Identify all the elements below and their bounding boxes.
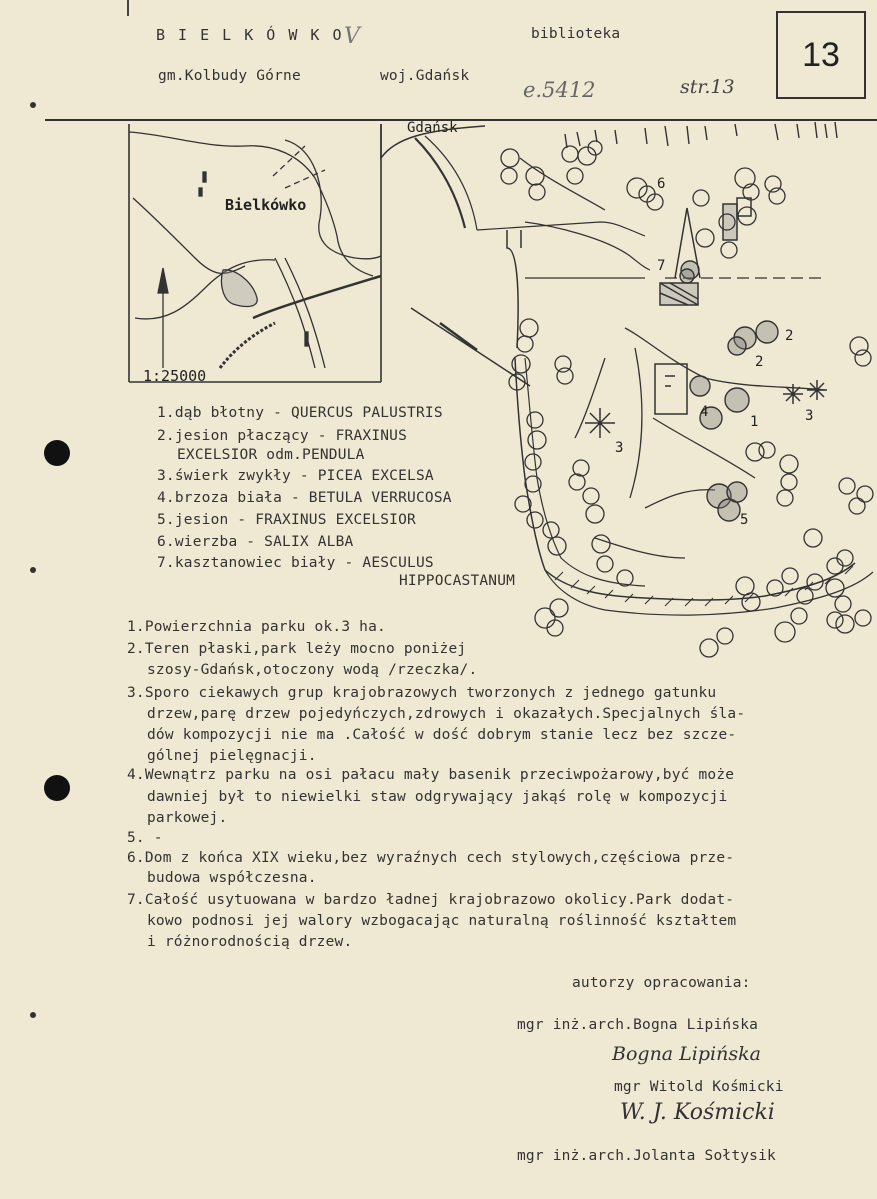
tree-circle bbox=[555, 356, 571, 372]
tree-circle bbox=[791, 608, 807, 624]
legend-line: 6.wierzba - SALIX ALBA bbox=[157, 534, 354, 550]
tree-marker: 6 bbox=[657, 176, 666, 192]
signature-2: W. J. Kośmicki bbox=[620, 1100, 775, 1125]
tree-circle bbox=[586, 505, 604, 523]
tree-circle bbox=[837, 550, 853, 566]
note-line: 4.Wewnątrz parku na osi pałacu mały basenik przeciwpożarowy,być może bbox=[127, 767, 735, 783]
note-line: parkowej. bbox=[147, 810, 228, 826]
place-check-mark: V bbox=[344, 24, 360, 49]
tree-circle bbox=[857, 486, 873, 502]
punch-hole-bottom bbox=[44, 775, 70, 801]
legend-line: 3.świerk zwykły - PICEA EXCELSA bbox=[157, 468, 434, 484]
tree-marker: 1 bbox=[750, 414, 759, 430]
tree-circle bbox=[517, 336, 533, 352]
tree-circle bbox=[836, 615, 854, 633]
tree-circle bbox=[578, 147, 596, 165]
author-name: mgr inż.arch.Bogna Lipińska bbox=[517, 1017, 759, 1033]
gmina-label: gm.Kolbudy Górne bbox=[158, 68, 301, 84]
tree-circle bbox=[597, 556, 613, 572]
tree-circle bbox=[617, 570, 633, 586]
tree-circle bbox=[501, 149, 519, 167]
inset-place-label: Bielkówko bbox=[225, 196, 307, 214]
legend-line: EXCELSIOR odm.PENDULA bbox=[177, 447, 365, 463]
tree-circle bbox=[781, 474, 797, 490]
tree-circle bbox=[525, 454, 541, 470]
note-line: budowa współczesna. bbox=[147, 870, 317, 886]
category-label: biblioteka bbox=[531, 26, 621, 42]
page-number-box: 13 bbox=[776, 11, 866, 99]
tree-circle bbox=[528, 431, 546, 449]
tree-circle bbox=[527, 412, 543, 428]
tree-circle bbox=[592, 535, 610, 553]
tree-circle bbox=[693, 190, 709, 206]
tree-circle bbox=[535, 608, 555, 628]
authors-heading: autorzy opracowania: bbox=[572, 975, 751, 991]
tree-circle bbox=[827, 612, 843, 628]
tree-circle bbox=[780, 455, 798, 473]
note-line: 7.Całość usytuowana w bardzo ładnej krajobrazowo okolicy.Park dodat- bbox=[127, 892, 735, 908]
note-line: dów kompozycji nie ma .Całość w dość dobrym stanie lecz bez szcze- bbox=[147, 727, 737, 743]
tree-circle bbox=[849, 498, 865, 514]
legend-line: 2.jesion płaczący - FRAXINUS bbox=[157, 428, 408, 444]
tree-marker: 3 bbox=[615, 440, 624, 456]
tree-circle bbox=[700, 639, 718, 657]
punch-hole-top bbox=[44, 440, 70, 466]
tree-marker: 3 bbox=[805, 408, 814, 424]
note-line: dawniej był to niewielki staw odgrywający jakąś rolę w kompozycji bbox=[147, 789, 728, 805]
tree-marker: 2 bbox=[755, 354, 764, 370]
tree-circle bbox=[736, 577, 754, 595]
note-line: 3.Sporo ciekawych grup krajobrazowych tworzonych z jednego gatunku bbox=[127, 685, 717, 701]
note-line: kowo podnosi jej walory wzbogacając naturalną roślinność kształtem bbox=[147, 913, 737, 929]
tree-circle bbox=[550, 599, 568, 617]
legend-line: HIPPOCASTANUM bbox=[399, 573, 516, 589]
tree-circle bbox=[547, 620, 563, 636]
registry-number: e.5412 bbox=[523, 78, 596, 102]
tree-circle bbox=[583, 488, 599, 504]
scale-label: 1:25000 bbox=[143, 367, 207, 385]
tree-marker: 7 bbox=[657, 258, 666, 274]
note-line: 2.Teren płaski,park leży mocno poniżej bbox=[127, 641, 467, 657]
tree-circle bbox=[557, 368, 573, 384]
note-line: 1.Powierzchnia parku ok.3 ha. bbox=[127, 619, 386, 635]
author-name: mgr inż.arch.Jolanta Sołtysik bbox=[517, 1148, 776, 1164]
legend-line: 1.dąb błotny - QUERCUS PALUSTRIS bbox=[157, 405, 443, 421]
specimen-tree bbox=[690, 376, 710, 396]
tree-marker: 4 bbox=[700, 404, 709, 420]
tree-circle bbox=[746, 443, 764, 461]
tree-marker: 5 bbox=[740, 512, 749, 528]
road-label: Gdańsk bbox=[407, 120, 458, 136]
note-line: i różnorodnością drzew. bbox=[147, 934, 353, 950]
tree-circle bbox=[735, 168, 755, 188]
specimen-tree bbox=[725, 388, 749, 412]
specimen-tree bbox=[756, 321, 778, 343]
location-inset-map bbox=[129, 124, 381, 382]
specimen-tree bbox=[680, 269, 694, 283]
tree-circle bbox=[569, 474, 585, 490]
tree-circle bbox=[696, 229, 714, 247]
margin-mark bbox=[30, 1012, 36, 1018]
author-name: mgr Witold Kośmicki bbox=[614, 1079, 784, 1095]
note-line: gólnej pielęgnacji. bbox=[147, 748, 317, 764]
tree-circle bbox=[520, 319, 538, 337]
tree-circle bbox=[827, 558, 843, 574]
tree-circle bbox=[717, 628, 733, 644]
tree-circle bbox=[775, 622, 795, 642]
specimen-tree bbox=[728, 337, 746, 355]
tree-circle bbox=[855, 350, 871, 366]
tree-circle bbox=[782, 568, 798, 584]
legend-line: 4.brzoza biała - BETULA VERRUCOSA bbox=[157, 490, 452, 506]
specimen-tree bbox=[727, 482, 747, 502]
tree-circle bbox=[839, 478, 855, 494]
tree-circle bbox=[826, 579, 844, 597]
tree-circle bbox=[759, 442, 775, 458]
legend-line: 7.kasztanowiec biały - AESCULUS bbox=[157, 555, 434, 571]
tree-circle bbox=[526, 167, 544, 185]
tree-circle bbox=[627, 178, 647, 198]
tree-circle bbox=[562, 146, 578, 162]
tree-circle bbox=[567, 168, 583, 184]
note-line: drzew,parę drzew pojedyńczych,zdrowych i okazałych.Specjalnych śla- bbox=[147, 706, 746, 722]
voivodeship-label: woj.Gdańsk bbox=[380, 68, 470, 84]
tree-circle bbox=[721, 242, 737, 258]
tree-circle bbox=[835, 596, 851, 612]
note-line: szosy-Gdańsk,otoczony wodą /rzeczka/. bbox=[147, 662, 478, 678]
tree-circle bbox=[501, 168, 517, 184]
signature-1: Bogna Lipińska bbox=[612, 1043, 761, 1065]
tree-circle bbox=[850, 337, 868, 355]
note-line: 5. - bbox=[127, 830, 163, 846]
legend-line: 5.jesion - FRAXINUS EXCELSIOR bbox=[157, 512, 416, 528]
tree-circle bbox=[529, 184, 545, 200]
tree-circle bbox=[527, 512, 543, 528]
tree-circle bbox=[777, 490, 793, 506]
tree-marker: 2 bbox=[785, 328, 794, 344]
page-annotation: str.13 bbox=[680, 76, 735, 98]
place-name: B I E L K Ó W K O bbox=[156, 26, 344, 44]
tree-circle bbox=[548, 537, 566, 555]
tree-circle bbox=[804, 529, 822, 547]
margin-tick bbox=[127, 0, 129, 16]
margin-mark bbox=[30, 567, 36, 573]
tree-circle bbox=[855, 610, 871, 626]
margin-mark bbox=[30, 102, 36, 108]
note-line: 6.Dom z końca XIX wieku,bez wyraźnych cech stylowych,częściowa prze- bbox=[127, 850, 735, 866]
